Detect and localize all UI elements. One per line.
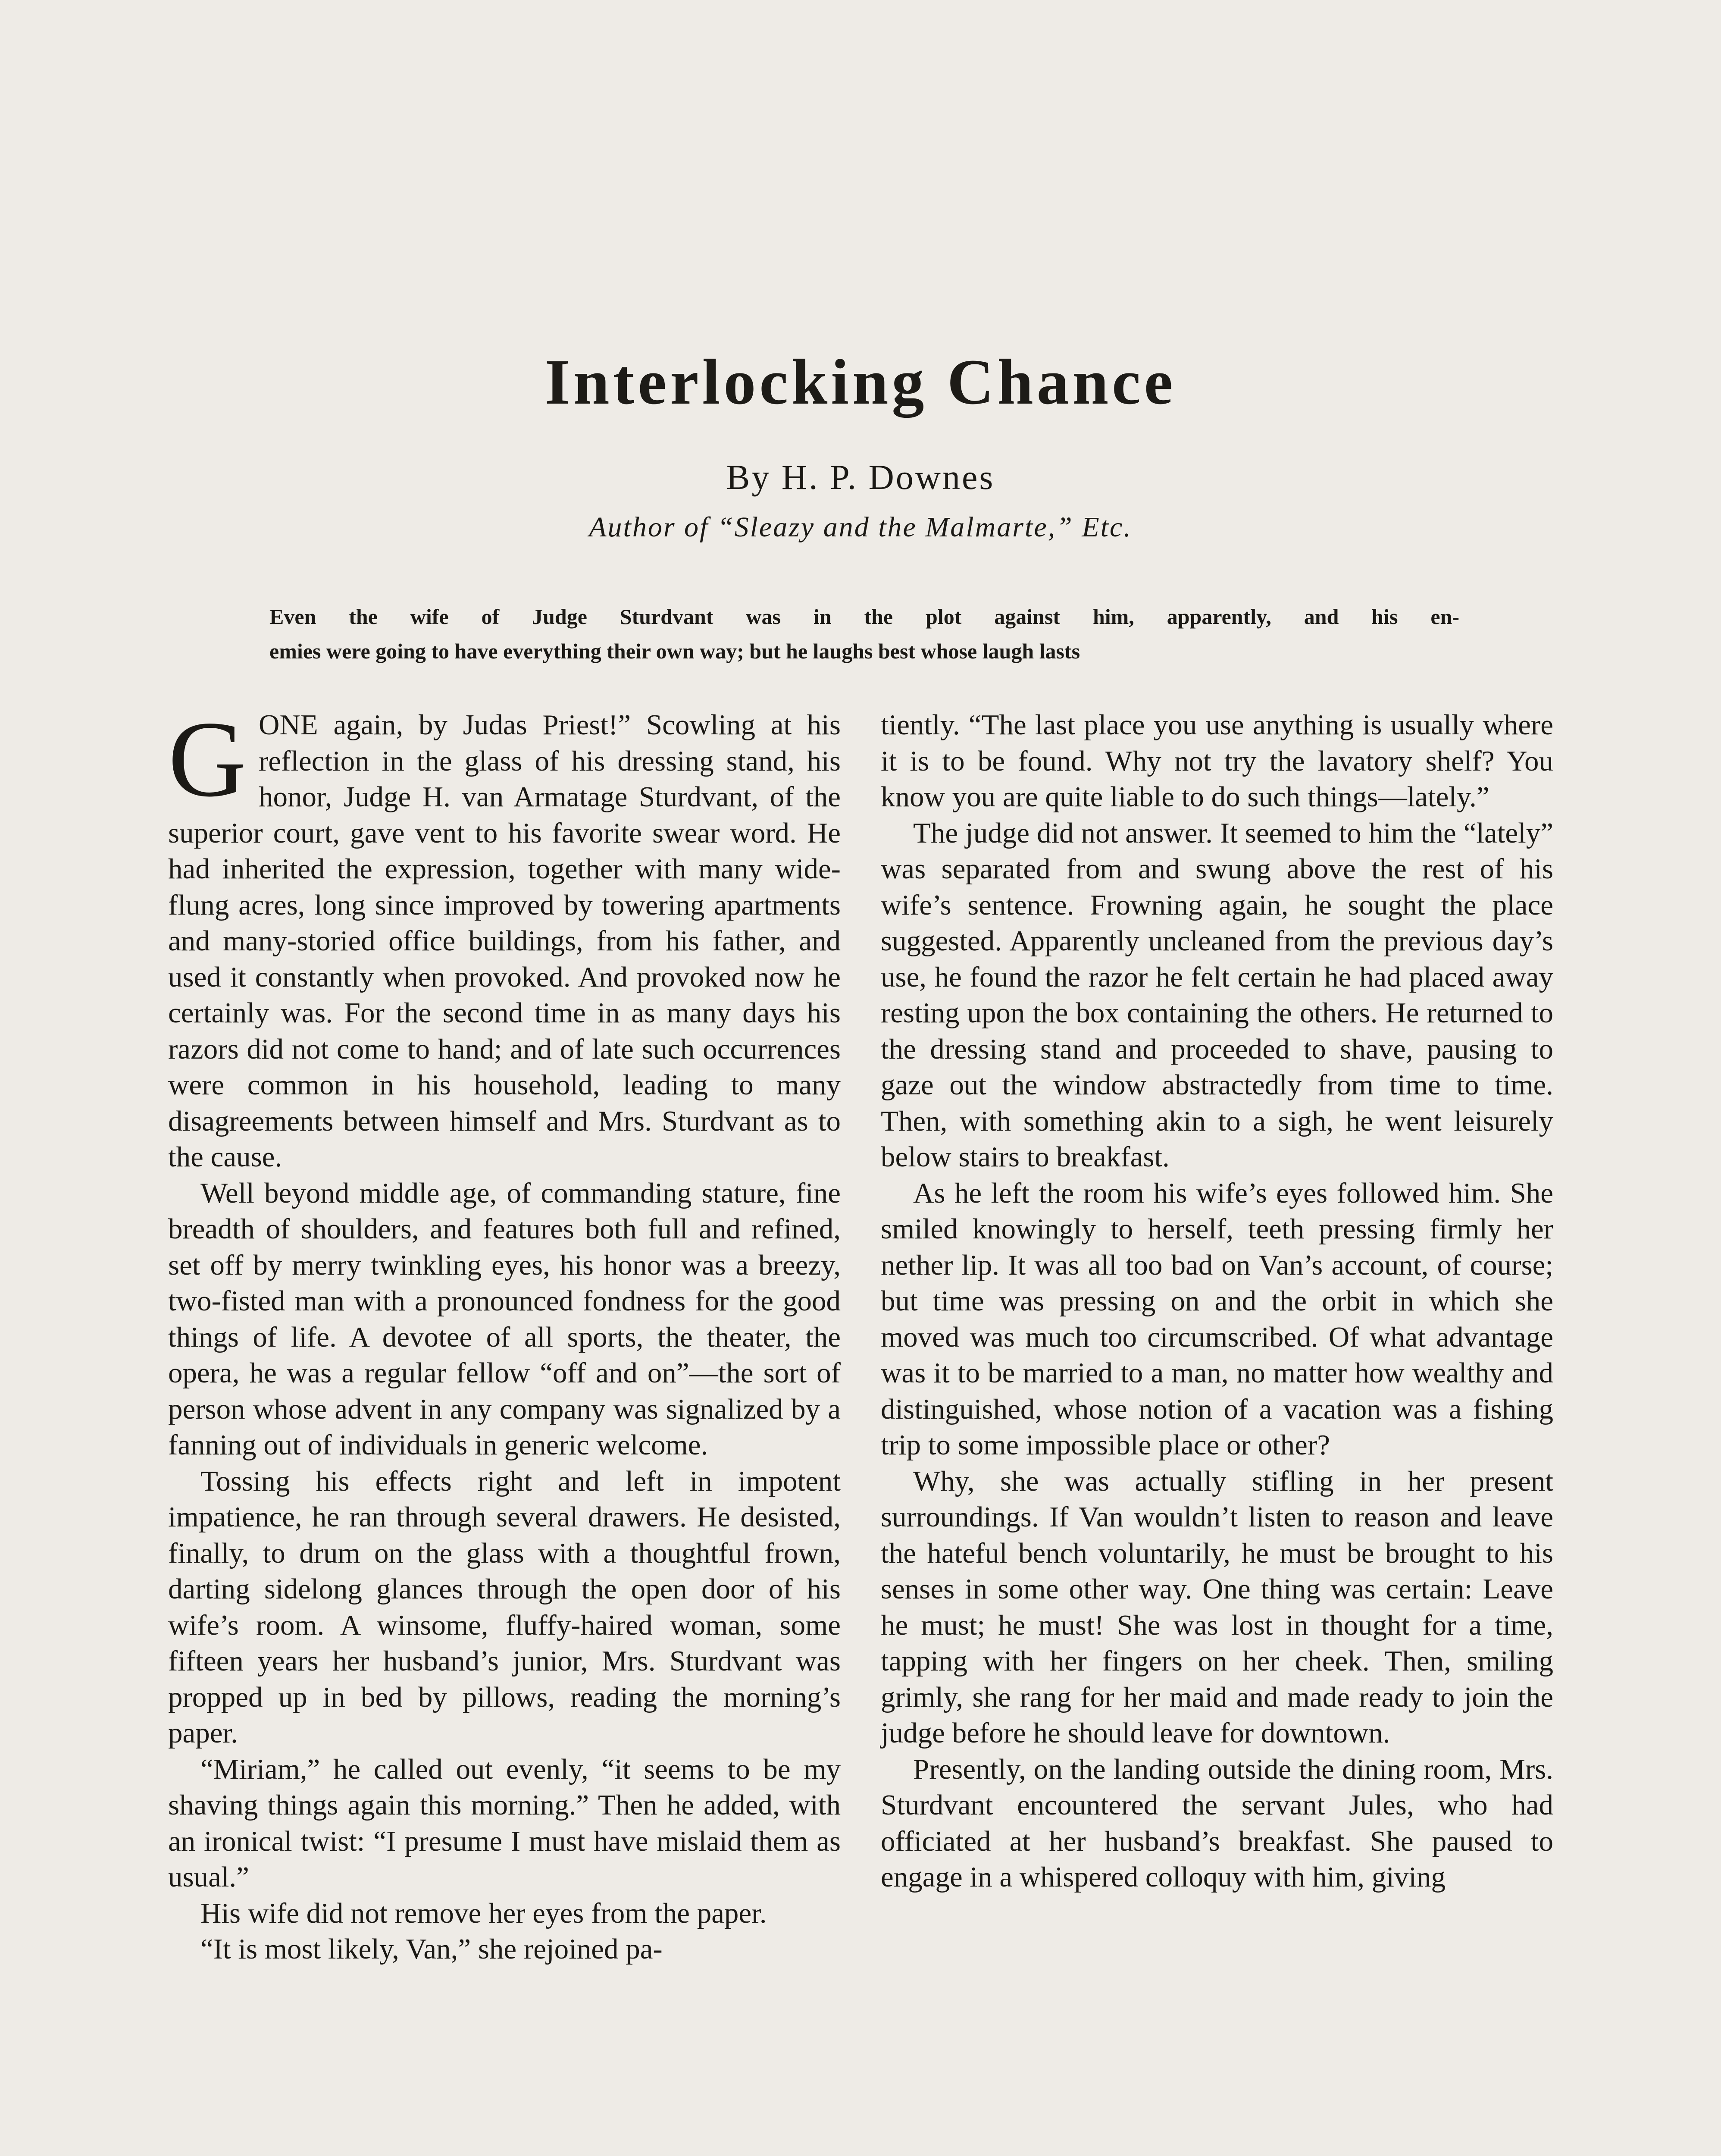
drop-cap: G xyxy=(168,699,247,819)
paragraph xyxy=(168,699,841,1175)
paragraph-text: ONE again, by Judas Priest!” Scowling at his reflection in the glass of his dressing stand, his honor, Judge H. van Armatage Sturdvant, of the superior court, gave vent to his favorite swear word. He had inherited the expression, together with many wide-flung acres, long since improved by towering apartments and many-storied office buildings, from his father, and used it constantly when provoked. And provoked now he certainly was. For the second time in as many days his razors did not come to hand; and of late such occurrences were common in his household, leading to many disagreements between himself and Mrs. Sturdvant as to the cause. xyxy=(168,709,841,1173)
left-column xyxy=(168,699,841,1968)
blurb-line: emies were going to have everything their own way; but he laughs best whose laugh lasts xyxy=(269,639,1080,663)
paragraph: “It is most likely, Van,” she rejoined pa- xyxy=(200,1933,663,1965)
paragraph: Tossing his effects right and left in impotent impatience, he ran through several drawers. He desisted, finally, to drum on the glass with a thoughtful frown, darting sidelong glances through the open door of his wife’s room. A winsome, fluffy-haired woman, some fifteen years her husband’s junior, Mrs. Sturdvant was propped up in bed by pillows, reading the morning’s paper. xyxy=(168,1465,841,1749)
paragraph: “Miriam,” he called out evenly, “it seems to be my shaving things again this morning.” Then he added, with an ironical twist: “I presume I must have mislaid them as usual.” xyxy=(168,1753,841,1893)
paragraph: Presently, on the landing outside the dining room, Mrs. Sturdvant encountered the servant Jules, who had officiated at her husband’s breakfast. She paused to engage in a whispered colloquy with him, giving xyxy=(881,1753,1553,1893)
author-credits: Author of “Sleazy and the Malmarte,” Etc. xyxy=(589,511,1132,543)
article-byline: By H. P. Downes xyxy=(726,458,995,497)
paragraph: Why, she was actually stifling in her present surroundings. If Van wouldn’t listen to reason and leave the hateful bench voluntarily, he must be brought to his senses in some other way. One thing was certain: Leave he must; he must! She was lost in thought for a time, tapping with her fingers on her cheek. Then, smiling grimly, she rang for her maid and made ready to join the judge before he should leave for downtown. xyxy=(881,1465,1553,1749)
paragraph: The judge did not answer. It seemed to him the “lately” was separated from and swung above the rest of his wife’s sentence. Frowning again, he sought the place suggested. Apparently uncleaned from the previous day’s use, he found the razor he felt certain he had placed away resting upon the box containing the others. He returned to the dressing stand and proceeded to shave, pausing to gaze out the window abstractedly from time to time. Then, with something akin to a sigh, he went leisurely below stairs to breakfast. xyxy=(881,817,1553,1173)
article-blurb xyxy=(269,599,1459,668)
paragraph: His wife did not remove her eyes from the paper. xyxy=(200,1897,767,1929)
paragraph: Well beyond middle age, of commanding stature, fine breadth of shoulders, and features both full and refined, set off by merry twinkling eyes, his honor was a breezy, two-fisted man with a pronounced fondness for the good things of life. A devotee of all sports, the theater, the opera, he was a regular fellow “off and on”—the sort of person whose advent in any company was signalized by a fanning out of individuals in generic welcome. xyxy=(168,1177,841,1461)
paragraph: As he left the room his wife’s eyes followed him. She smiled knowingly to herself, teeth pressing firmly her nether lip. It was all too bad on Van’s account, of course; but time was pressing on and the orbit in which she moved was much too circumscribed. Of what advantage was it to be married to a man, no matter how wealthy and distinguished, whose notion of a vacation was a fishing trip to some impossible place or other? xyxy=(881,1177,1553,1461)
blurb-line: Even the wife of Judge Sturdvant was in the plot against him, apparently, and his en- xyxy=(269,605,1459,629)
article-title: Interlocking Chance xyxy=(544,346,1177,418)
right-column xyxy=(881,707,1553,1896)
paragraph: tiently. “The last place you use anything is usually where it is to be found. Why not try the lavatory shelf? You know you are quite liable to do such things—lately.” xyxy=(881,709,1553,813)
